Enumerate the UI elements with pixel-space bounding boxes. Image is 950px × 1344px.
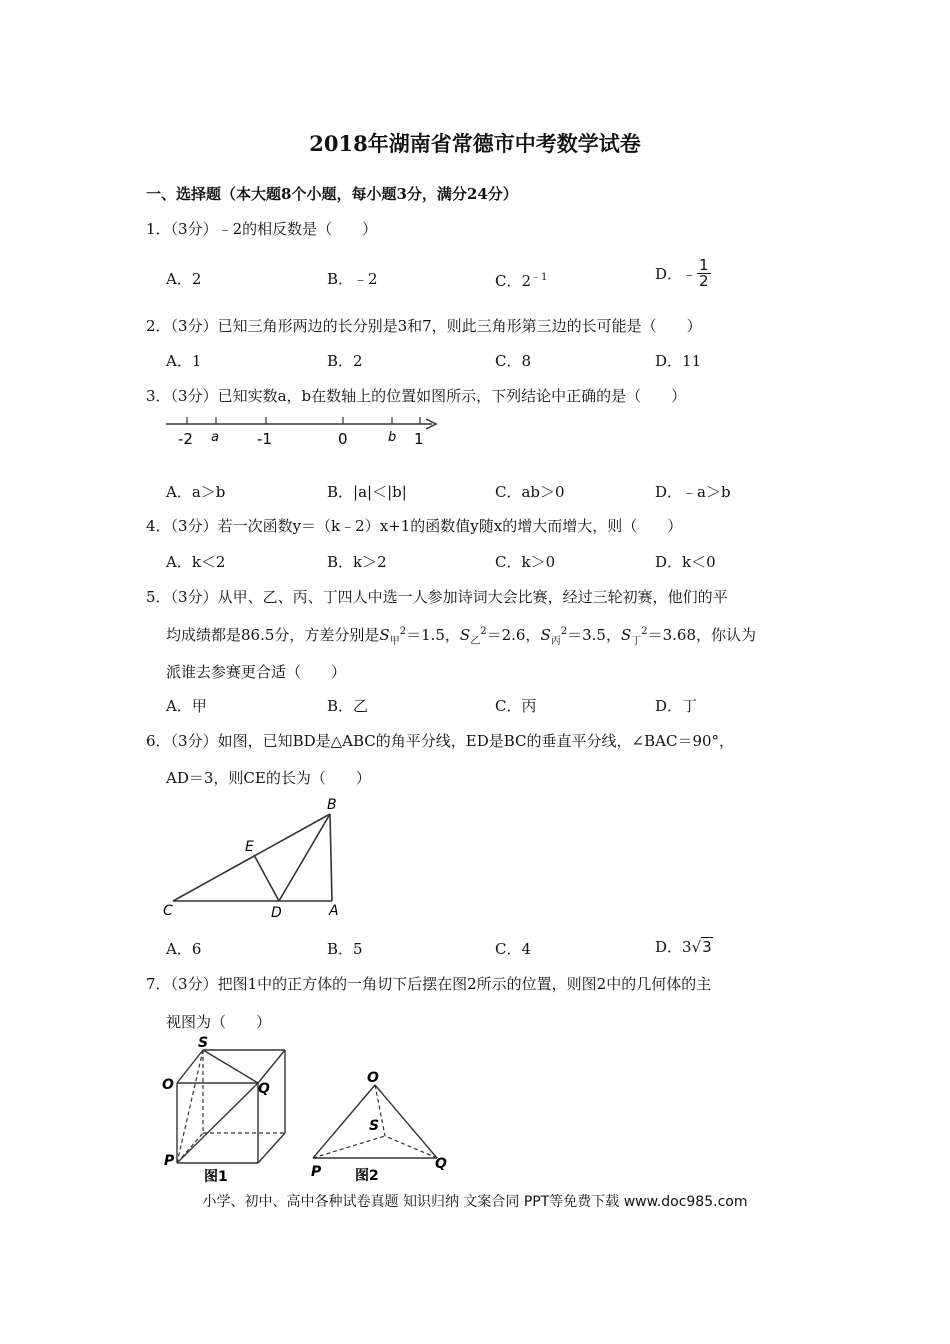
q1-option-d: D．﹣ $\frac{1}{2}$: [655, 256, 709, 290]
axis-label-zero: 0: [338, 430, 348, 448]
question-6-line-1: 6．（3分）如图，已知BD是△ABC的角平分线，ED是BC的垂直平分线，∠BAC＝90°，: [146, 732, 735, 750]
tetra-label-q: Q: [435, 1156, 447, 1172]
question-7-line-2: 视图为（ ）: [166, 1013, 272, 1031]
cube-label-s: S: [198, 1035, 209, 1051]
q1-option-c: C．$2^{﹣1}$: [495, 272, 548, 290]
q3-option-d: D．﹣a＞b: [655, 483, 731, 501]
cube-figure-1: [160, 1035, 300, 1185]
section-heading-choice: 一、选择题（本大题8个小题，每小题3分，满分24分）: [146, 185, 518, 203]
q2-option-a: A．1: [166, 352, 202, 370]
cube-label-o: O: [162, 1077, 174, 1093]
fraction-half: $\frac{1}{2}$: [699, 256, 709, 290]
q3-option-b: B．|a|＜|b|: [327, 483, 407, 501]
question-7-line-1: 7．（3分）把图1中的正方体的一角切下后摆在图2所示的位置，则图2中的几何体的主: [146, 975, 712, 993]
figure-2-caption: 图2: [355, 1168, 379, 1184]
number-line-figure: [160, 412, 450, 452]
axis-label-neg2: -2: [178, 430, 193, 448]
q5-option-c: C．丙: [495, 697, 537, 715]
q2-option-c: C．8: [495, 352, 532, 370]
q6-option-c: C．4: [495, 940, 532, 958]
tetrahedron-figure-2: [305, 1070, 455, 1185]
vertex-label-a: A: [329, 903, 339, 919]
q5-option-d: D．丁: [655, 697, 698, 715]
q6-option-d: D．3√3: [655, 938, 712, 956]
axis-label-b: b: [388, 430, 397, 445]
question-2-text: 2．（3分）已知三角形两边的长分别是3和7，则此三角形第三边的长可能是（ ）: [146, 317, 702, 335]
axis-label-a: a: [211, 430, 219, 445]
sqrt-symbol: √3: [691, 938, 712, 956]
question-6-line-2: AD＝3，则CE的长为（ ）: [166, 769, 371, 787]
q3-option-c: C．ab＞0: [495, 483, 565, 501]
footer-download-note: 小学、初中、高中各种试卷真题 知识归纳 文案合同 PPT等免费下载 www.doc985.com: [202, 1194, 748, 1210]
question-3-text: 3．（3分）已知实数a，b在数轴上的位置如图所示，下列结论中正确的是（ ）: [146, 387, 687, 405]
cube-label-q: Q: [258, 1081, 270, 1097]
question-1-text: 1．（3分）﹣2的相反数是（ ）: [146, 220, 378, 238]
axis-label-neg1: -1: [257, 430, 272, 448]
question-5-line-2: 均成绩都是86.5分，方差分别是$S_甲^2=1.5$，$S_乙^2=2.6$，$S_丙^2=3.5$，$S_丁^2=3.68$，你认为: [166, 626, 757, 647]
q3-option-a: A．a＞b: [166, 483, 226, 501]
vertex-label-c: C: [163, 903, 173, 919]
q1-option-b: B．﹣2: [327, 270, 378, 288]
q4-option-c: C．k＞0: [495, 553, 556, 571]
vertex-label-e: E: [245, 839, 254, 855]
figure-1-caption: 图1: [204, 1169, 228, 1185]
tetra-label-s: S: [369, 1118, 380, 1134]
q4-option-b: B．k＞2: [327, 553, 387, 571]
triangle-figure: [155, 793, 355, 923]
q4-option-a: A．k＜2: [166, 553, 226, 571]
axis-label-one: 1: [414, 430, 424, 448]
q1-option-a: A．2: [166, 270, 202, 288]
question-5-line-3: 派谁去参赛更合适（ ）: [166, 663, 347, 681]
q5-option-b: B．乙: [327, 697, 369, 715]
q2-option-b: B．2: [327, 352, 363, 370]
tetra-label-p: P: [311, 1164, 322, 1180]
q6-option-a: A．6: [166, 940, 202, 958]
q4-option-d: D．k＜0: [655, 553, 716, 571]
vertex-label-d: D: [271, 905, 282, 921]
tetra-label-o: O: [367, 1070, 379, 1086]
q5-option-a: A．甲: [166, 697, 207, 715]
vertex-label-b: B: [327, 797, 337, 813]
q2-option-d: D．11: [655, 352, 702, 370]
question-5-line-1: 5．（3分）从甲、乙、丙、丁四人中选一人参加诗词大会比赛，经过三轮初赛，他们的平: [146, 588, 728, 606]
cube-label-p: P: [164, 1153, 175, 1169]
question-4-text: 4．（3分）若一次函数y＝（k﹣2）x+1的函数值y随x的增大而增大，则（ ）: [146, 517, 683, 535]
page-title: 2018年湖南省常德市中考数学试卷: [309, 131, 641, 156]
q6-option-b: B．5: [327, 940, 363, 958]
